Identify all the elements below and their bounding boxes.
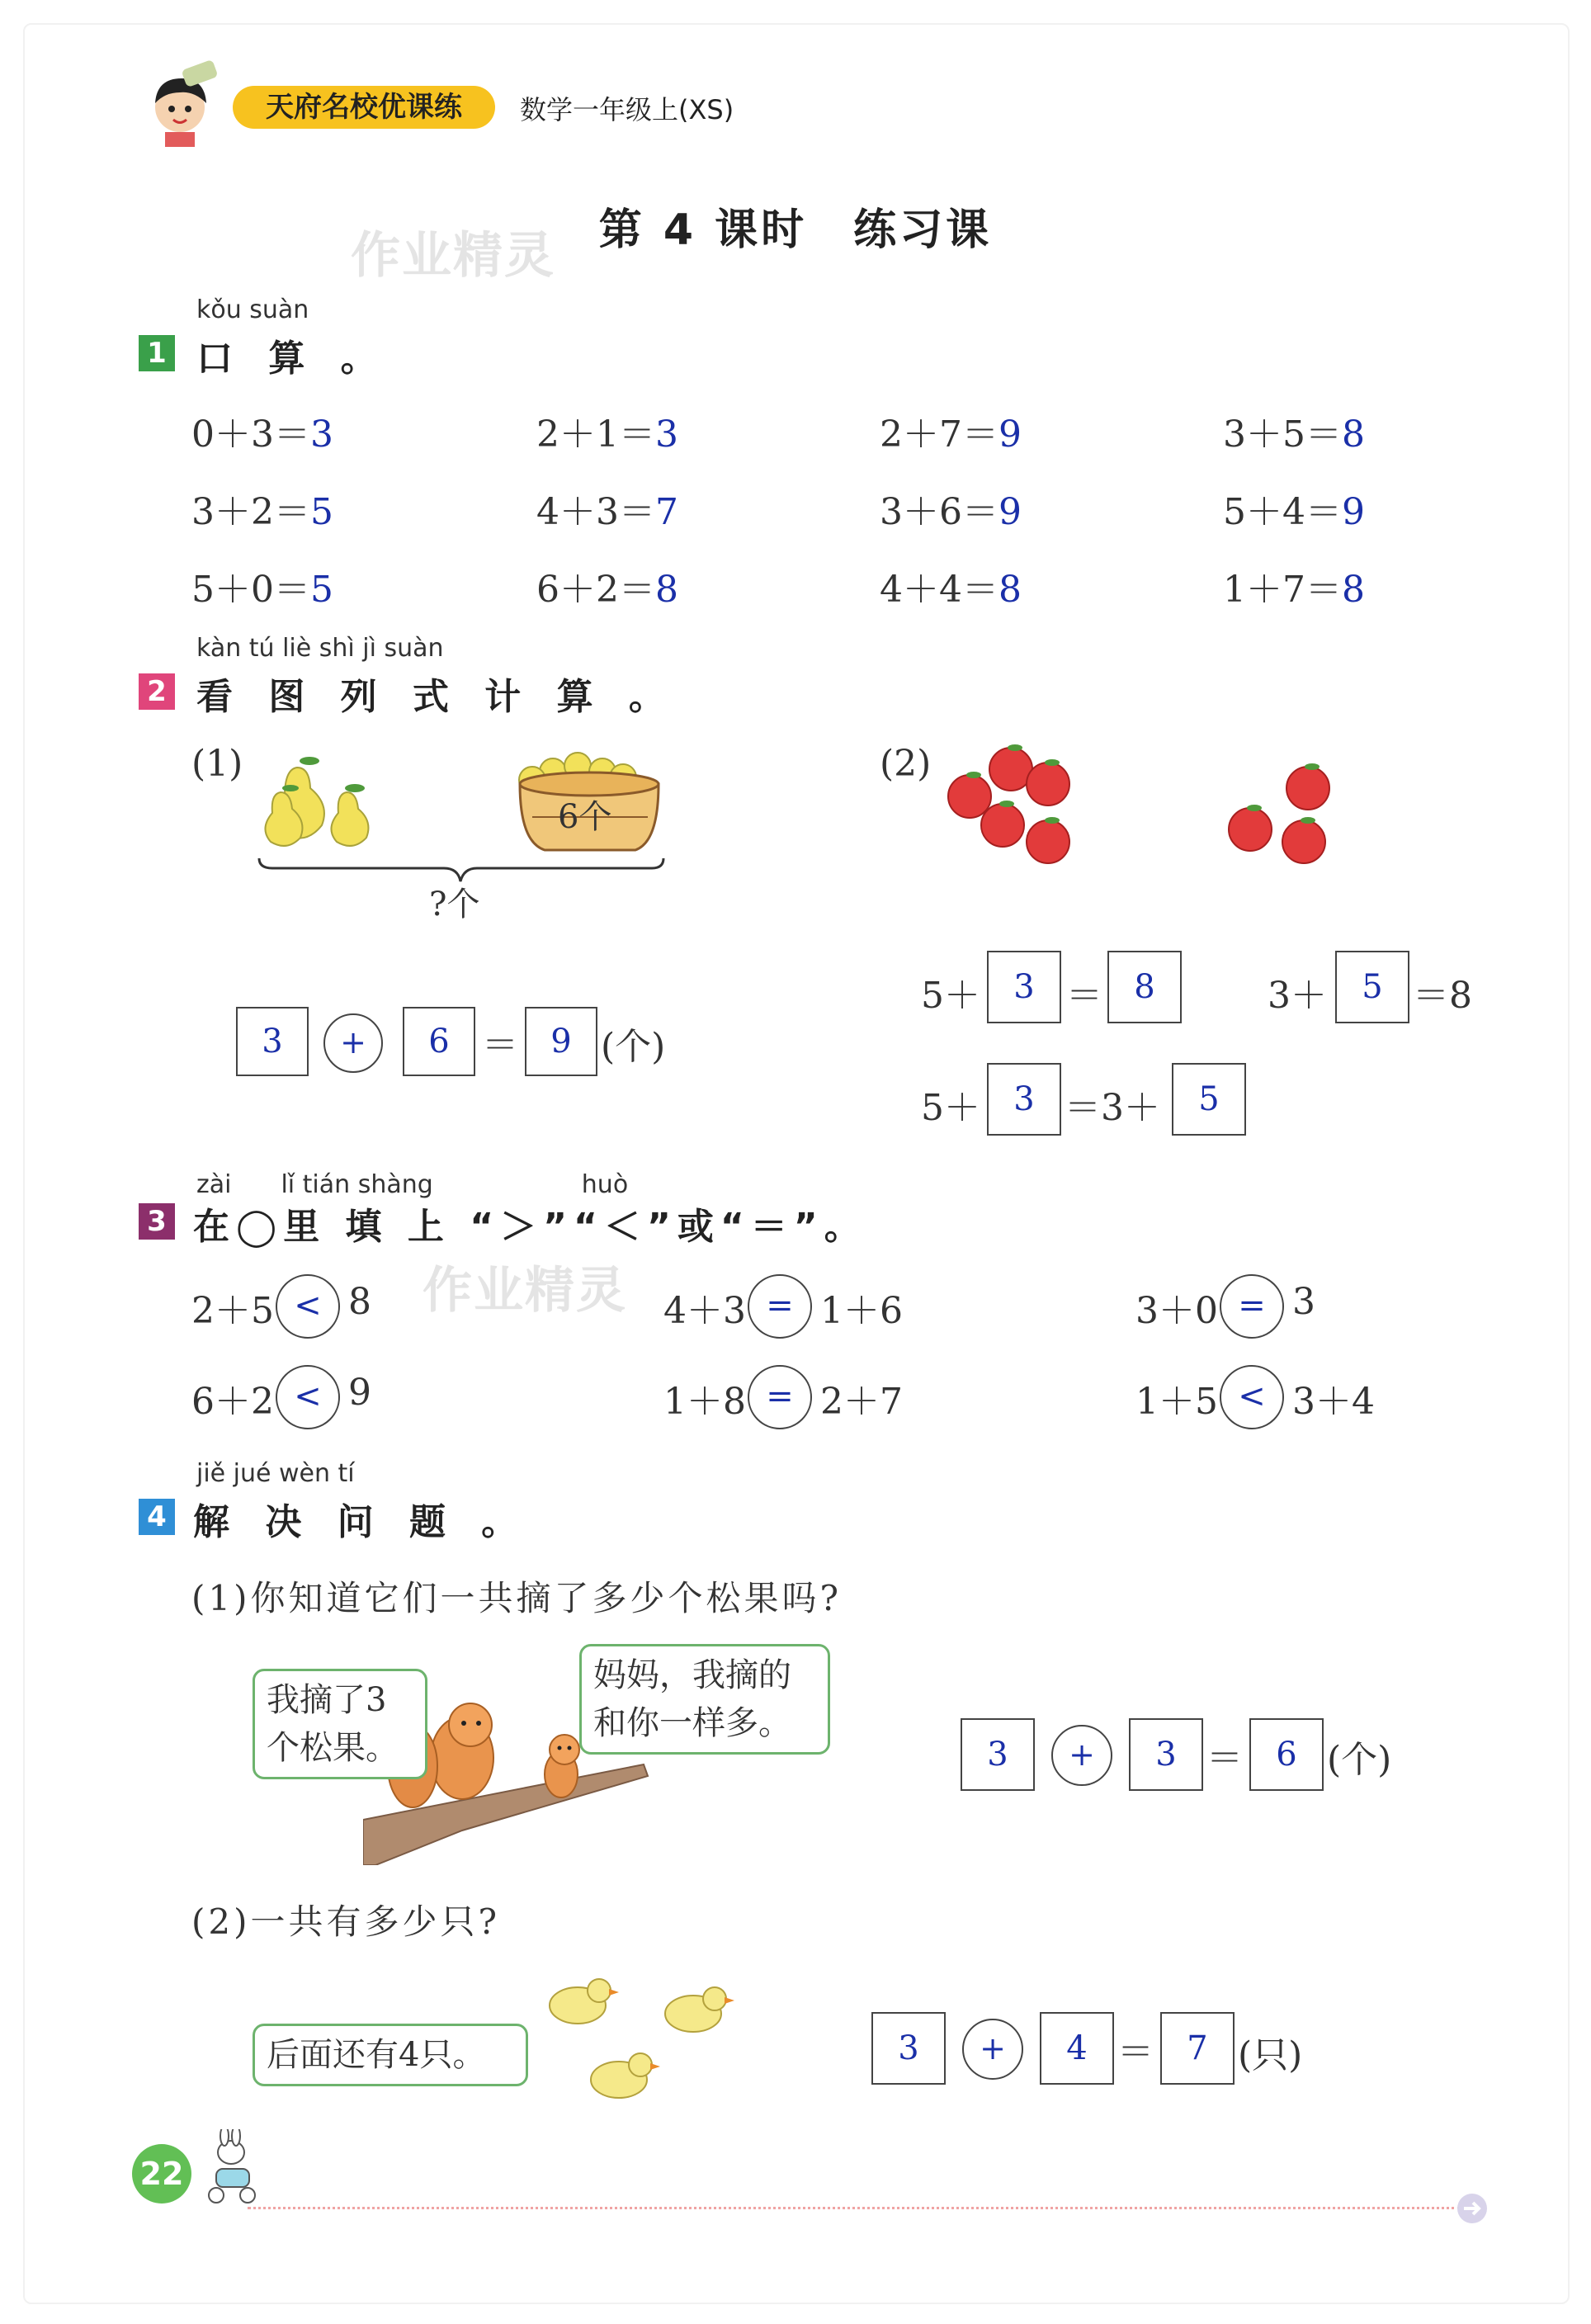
q1-result: 6 (1249, 1718, 1324, 1791)
p1-unit: (个) (601, 1026, 666, 1068)
p2-line1a-box1: 3 (987, 951, 1061, 1023)
q2-addend-b: 4 (1040, 2012, 1114, 2085)
speech-bubble-birds: 后面还有4只。 (253, 2024, 528, 2086)
p2-line1b-lead: 3＋ (1268, 975, 1327, 1017)
equation-text: 3＋2＝ (191, 491, 310, 533)
p2-line1a-box2: 8 (1107, 951, 1182, 1023)
mental-math-item (191, 560, 333, 612)
q1-addend-a: 3 (961, 1718, 1035, 1791)
equation-text: 3＋6＝ (880, 491, 999, 533)
answer: 5 (310, 491, 333, 533)
p1-equals: ＝ (482, 1024, 518, 1066)
compare-symbol-circle: < (276, 1365, 340, 1429)
section4-title: 解 决 问 题 。 (193, 1501, 530, 1543)
compare-right: 3 (1292, 1281, 1315, 1323)
equation-text: 4＋3＝ (536, 491, 655, 533)
brand-label: 天府名校优课练 (233, 86, 495, 129)
q2-equals: ＝ (1117, 2031, 1154, 2073)
section1-number: 1 (139, 335, 175, 371)
mental-math-item (536, 482, 678, 535)
answer: 7 (655, 491, 678, 533)
section3-pinyin: zài lǐ tián shàng huò (196, 1170, 629, 1199)
p1-operator: + (323, 1013, 383, 1073)
brace-label: ?个 (429, 886, 480, 923)
mental-math-item (191, 482, 333, 535)
footer-dotted-line (248, 2207, 1461, 2209)
compare-right: 2＋7 (820, 1381, 903, 1423)
p2-line2-box2: 5 (1172, 1063, 1246, 1136)
answer: 9 (999, 413, 1022, 456)
p2-line2-box1: 3 (987, 1063, 1061, 1136)
section2-number: 2 (139, 673, 175, 710)
compare-symbol-circle: < (276, 1274, 340, 1339)
section2-pinyin: kàn tú liè shì jì suàn (196, 634, 444, 663)
answer: 5 (310, 569, 333, 611)
q1-unit: (个) (1327, 1739, 1392, 1781)
compare-symbol-circle: < (1220, 1365, 1284, 1429)
q2-text: (2)一共有多少只? (191, 1901, 501, 1942)
q2-operator: + (962, 2019, 1023, 2080)
speech-bubble-child: 我摘了3个松果。 (253, 1669, 427, 1779)
compare-right: 8 (348, 1281, 371, 1323)
page-number: 22 (132, 2144, 191, 2204)
equation-text: 2＋7＝ (880, 413, 999, 456)
mental-math-item (1223, 560, 1365, 612)
section4-number: 4 (139, 1499, 175, 1535)
equation-text: 0＋3＝ (191, 413, 310, 456)
problem-1-label: (1) (191, 743, 243, 785)
q1-equals: ＝ (1206, 1737, 1243, 1779)
q2-addend-a: 3 (871, 2012, 946, 2085)
answer: 8 (999, 569, 1022, 611)
compare-left: 2＋5 (191, 1290, 274, 1332)
section4-pinyin: jiě jué wèn tí (196, 1459, 355, 1488)
equation-text: 4＋4＝ (880, 569, 999, 611)
mental-math-item (1223, 482, 1365, 535)
rabbit-scooter-icon (198, 2129, 264, 2212)
compare-right: 9 (348, 1372, 371, 1414)
equation-text: 5＋4＝ (1223, 491, 1342, 533)
q2-result: 7 (1160, 2012, 1235, 2085)
basket-label: 6个 (558, 798, 612, 836)
mental-math-item (880, 404, 1022, 457)
answer: 3 (310, 413, 333, 456)
next-arrow-icon (1456, 2192, 1489, 2225)
compare-left: 1＋5 (1135, 1381, 1218, 1423)
section3-title: 在◯里 填 上 “＞”“＜”或“＝”。 (193, 1206, 867, 1248)
p1-addend-b: 6 (403, 1007, 475, 1076)
compare-symbol-circle: = (1220, 1274, 1284, 1339)
compare-left: 6＋2 (191, 1381, 274, 1423)
equation-text: 1＋7＝ (1223, 569, 1342, 611)
answer: 8 (1342, 413, 1365, 456)
section3-number: 3 (139, 1203, 175, 1240)
speech-bubble-mother: 妈妈，我摘的和你一样多。 (579, 1644, 830, 1755)
apples-illustration (932, 735, 1345, 883)
p2-line1b-box1: 5 (1335, 951, 1409, 1023)
q1-addend-b: 3 (1129, 1718, 1203, 1791)
mental-math-item (536, 404, 678, 457)
compare-symbol-circle: = (748, 1274, 812, 1339)
mental-math-item (1223, 404, 1365, 457)
q1-text: (1)你知道它们一共摘了多少个松果吗? (191, 1578, 843, 1618)
answer: 3 (655, 413, 678, 456)
equation-text: 6＋2＝ (536, 569, 655, 611)
mascot-girl-icon (132, 58, 231, 149)
mental-math-item (536, 560, 678, 612)
watermark: 作业精灵 (351, 227, 555, 285)
compare-symbol-circle: = (748, 1365, 812, 1429)
p2-line2-lead: 5＋ (921, 1087, 980, 1129)
section2-title: 看 图 列 式 计 算 。 (196, 676, 677, 718)
compare-right: 3＋4 (1292, 1381, 1375, 1423)
answer: 9 (1342, 491, 1365, 533)
compare-left: 1＋8 (663, 1381, 746, 1423)
p1-addend-a: 3 (236, 1007, 309, 1076)
section1-title: 口 算 。 (196, 338, 389, 380)
answer: 8 (1342, 569, 1365, 611)
mental-math-item (880, 560, 1022, 612)
p2-line1a-equals: ＝ (1066, 975, 1102, 1017)
equation-text: 2＋1＝ (536, 413, 655, 456)
compare-right: 1＋6 (820, 1290, 903, 1332)
q2-unit: (只) (1238, 2034, 1303, 2076)
equation-text: 5＋0＝ (191, 569, 310, 611)
mental-math-item (880, 482, 1022, 535)
p2-line1a-lead: 5＋ (921, 975, 980, 1017)
subject-label: 数学一年级上(XS) (520, 94, 734, 125)
mental-math-item (191, 404, 333, 457)
birds-illustration (528, 1964, 743, 2113)
page-title: 第 4 课时 练习课 (598, 205, 993, 255)
watermark-2: 作业精灵 (423, 1262, 627, 1320)
section1-pinyin: kǒu suàn (196, 295, 309, 324)
compare-left: 3＋0 (1135, 1290, 1218, 1332)
p2-line2-mid: ＝3＋ (1065, 1087, 1160, 1129)
answer: 9 (999, 491, 1022, 533)
p2-line1b-tail: ＝8 (1413, 975, 1472, 1017)
p1-result: 9 (525, 1007, 597, 1076)
compare-left: 4＋3 (663, 1290, 746, 1332)
equation-text: 3＋5＝ (1223, 413, 1342, 456)
problem-2-label: (2) (880, 743, 932, 785)
answer: 8 (655, 569, 678, 611)
q1-operator: + (1051, 1725, 1112, 1786)
